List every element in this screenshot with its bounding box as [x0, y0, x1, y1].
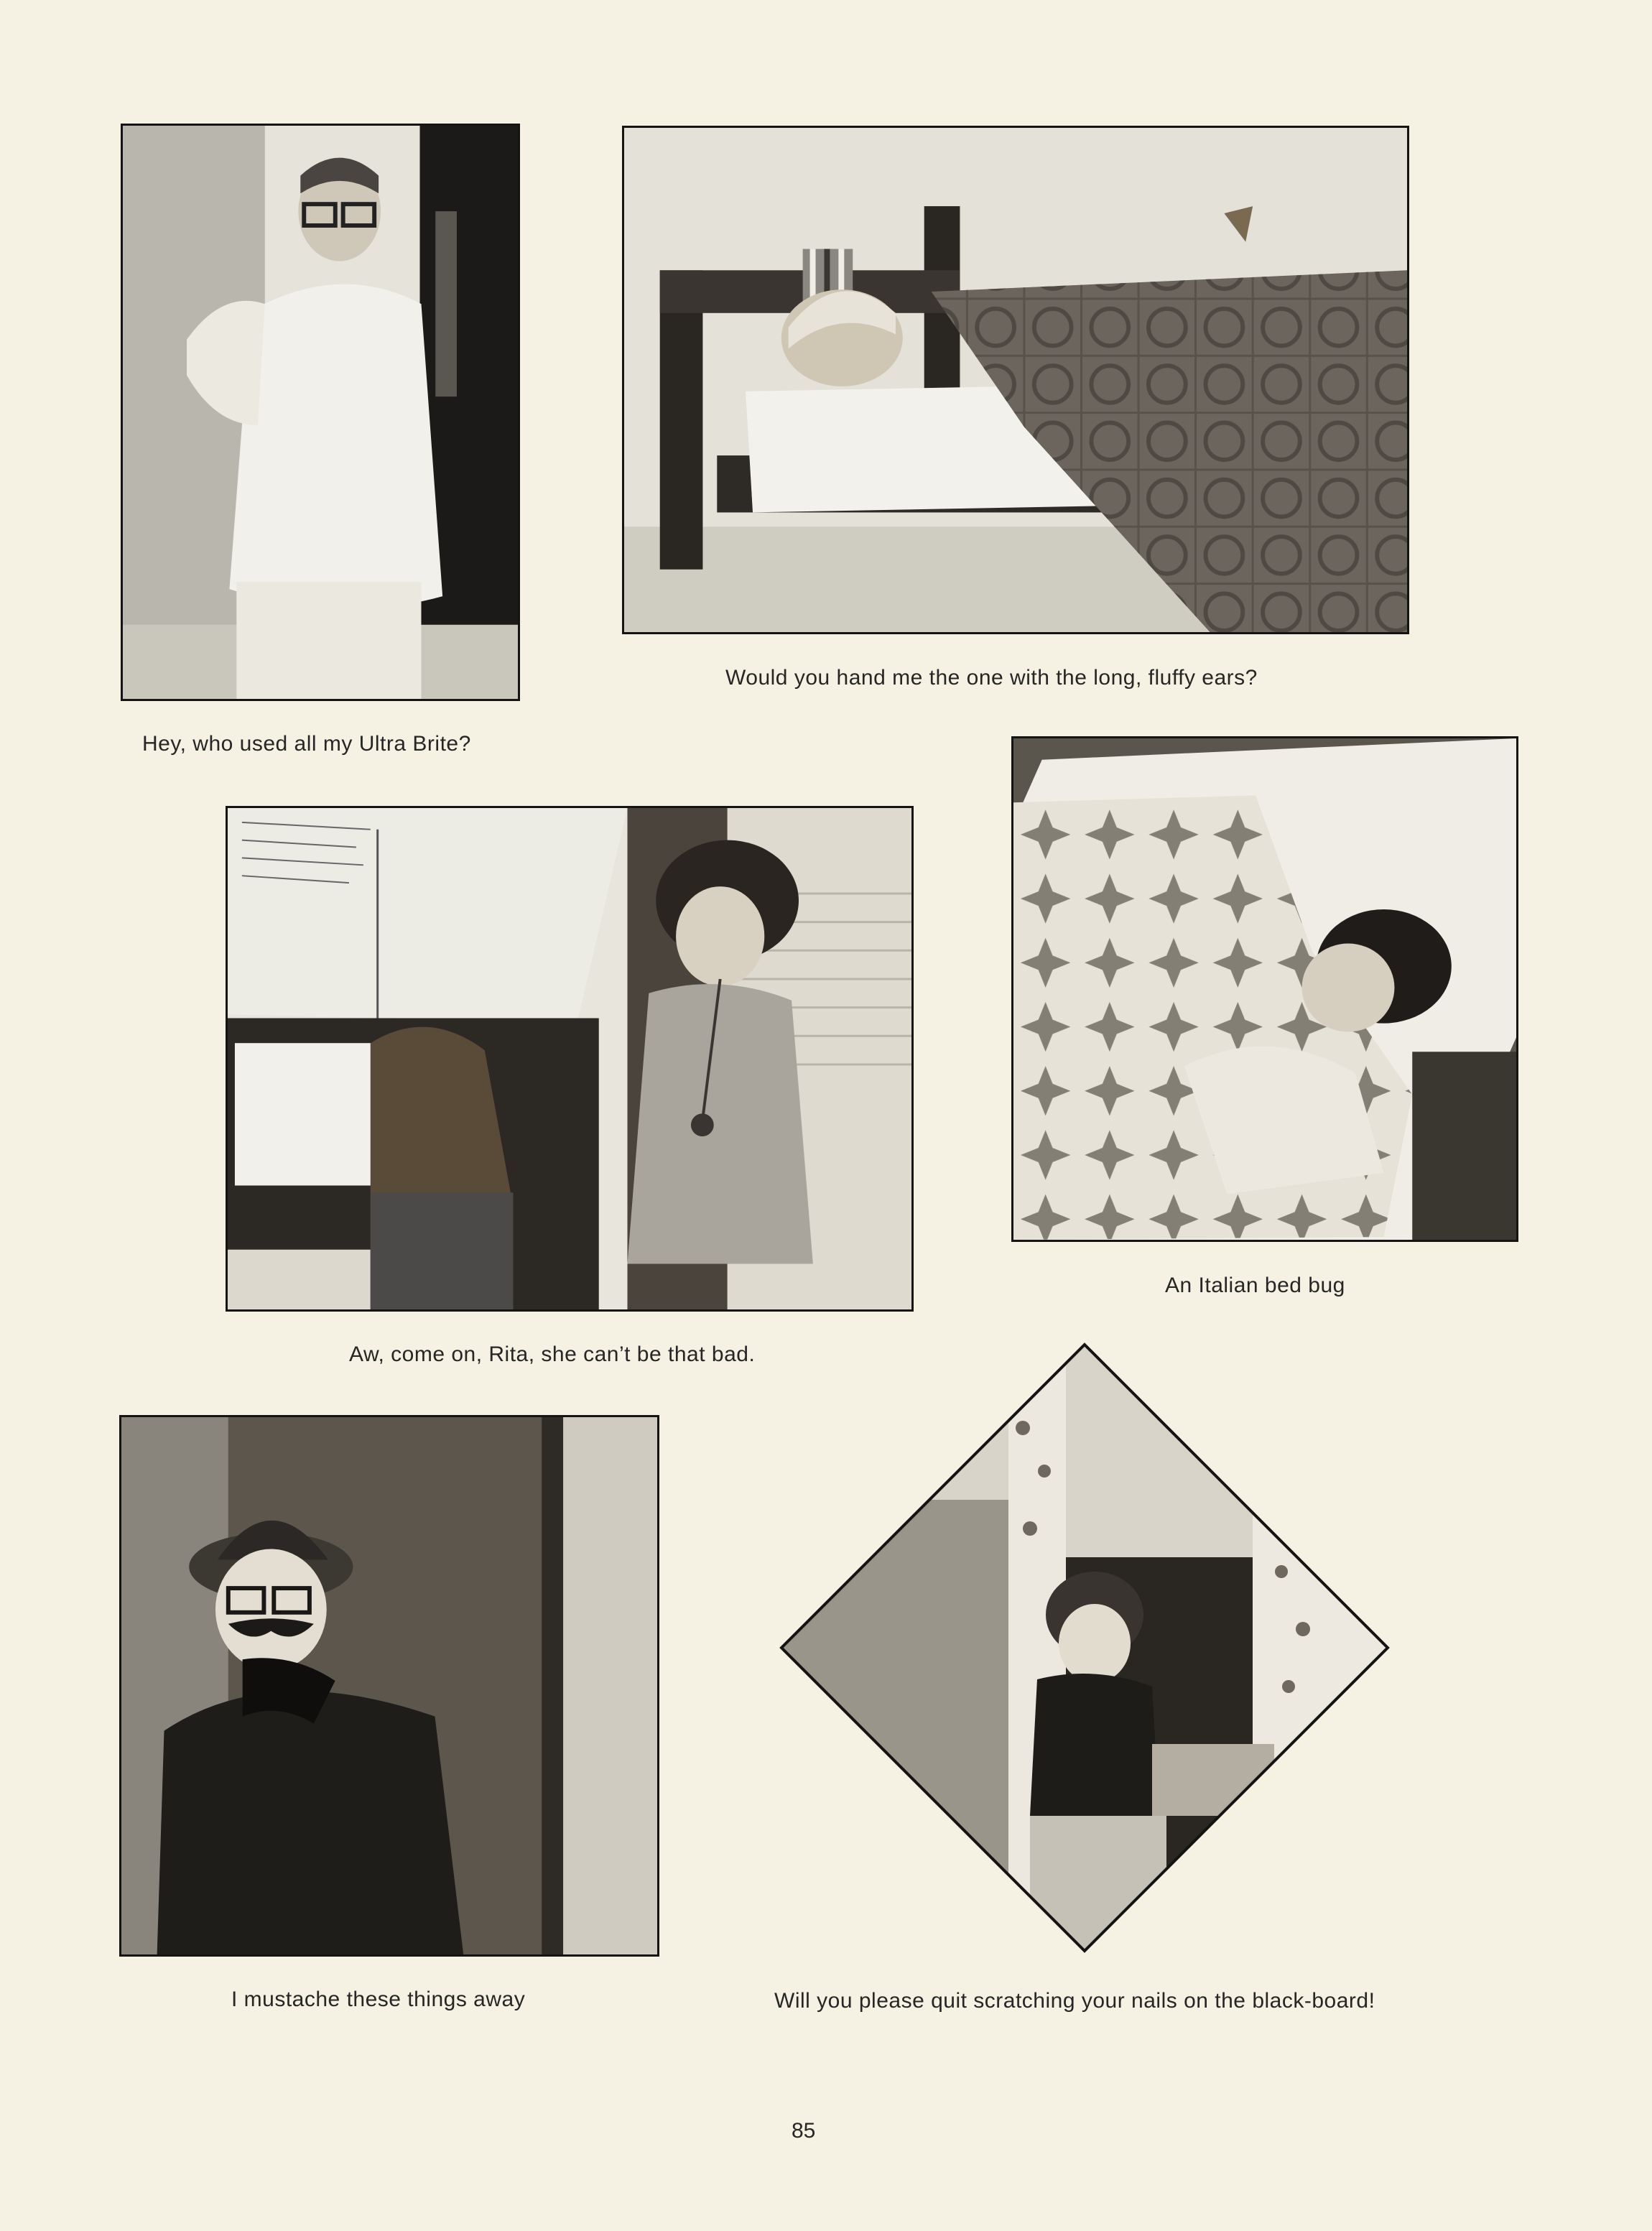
photo-person-sleeping-under-quilt [1011, 736, 1518, 1242]
caption-rita: Aw, come on, Rita, she can’t be that bad. [349, 1342, 756, 1366]
page-number: 85 [792, 2119, 816, 2143]
caption-fluffy-ears: Would you hand me the one with the long, fluffy ears? [725, 666, 1258, 690]
caption-italian-bed-bug: An Italian bed bug [1165, 1274, 1345, 1297]
photo-two-women-at-piano [226, 806, 914, 1312]
photo-girl-by-closet-diamond [779, 1342, 1391, 1954]
photo-person-in-pajamas [121, 124, 520, 701]
caption-blackboard: Will you please quit scratching your nails on the black-board! [774, 1989, 1375, 2013]
caption-mustache: I mustache these things away [231, 1988, 526, 2011]
photo-person-in-bed [622, 126, 1409, 634]
photo-person-with-fake-mustache [119, 1415, 659, 1957]
caption-ultra-brite: Hey, who used all my Ultra Brite? [142, 732, 471, 756]
